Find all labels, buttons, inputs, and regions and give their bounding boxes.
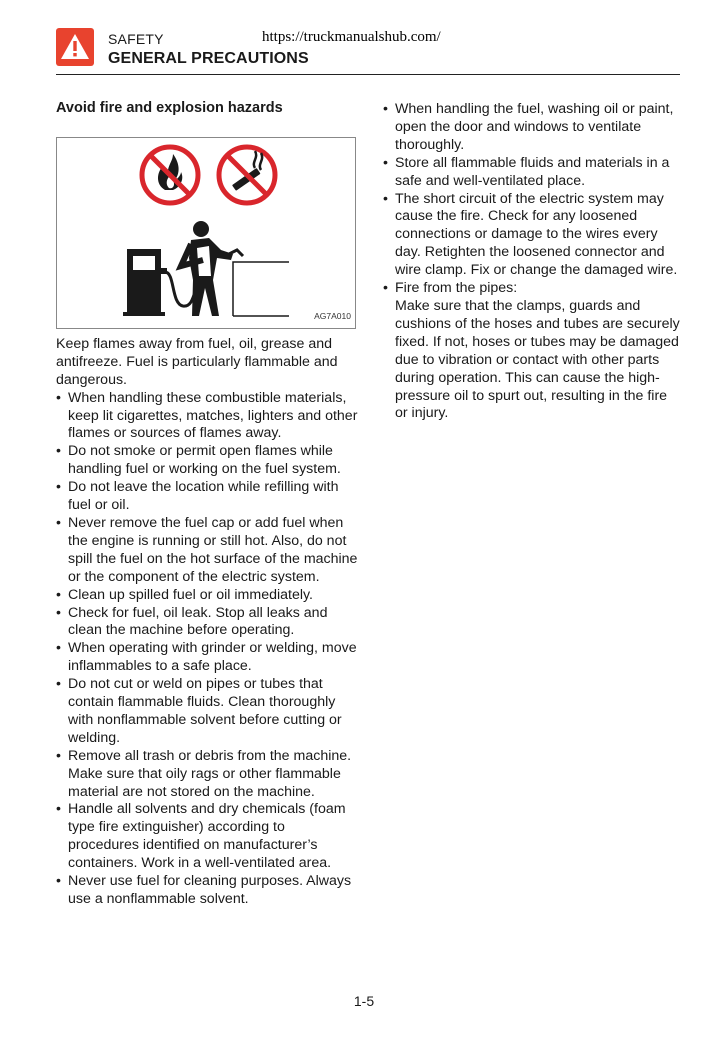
list-item: • Do not cut or weld on pipes or tubes that contain flammable fluids. Clean thoroughly with nonflammable solvent before cutting or welding. xyxy=(56,676,342,746)
right-column xyxy=(383,101,683,423)
source-url[interactable]: https://truckmanualshub.com/ xyxy=(262,29,441,45)
no-open-flame-icon xyxy=(142,147,198,203)
figure-code: AG7A010 xyxy=(314,311,351,321)
section-label: SAFETY xyxy=(108,31,164,47)
list-item: • Handle all solvents and dry chemicals (foam type fire extinguisher) according to procedures identified on manufacturer’s containers. Work in a well-ventilated area. xyxy=(56,801,346,872)
list-item: • Never remove the fuel cap or add fuel when the engine is running or still hot. Also, do not spill the fuel on the hot surface of the machine or the component of the electric system. xyxy=(56,514,358,585)
intro-paragraph: Keep flames away from fuel, oil, grease and antifreeze. Fuel is particularly flammable and dangerous. xyxy=(56,335,338,388)
page-number: 1-5 xyxy=(353,993,375,1009)
list-item: • Do not leave the location while refilling with fuel or oil. xyxy=(56,479,339,514)
left-bullet-list xyxy=(56,390,358,909)
pipes-body: Make sure that the clamps, guards and cushions of the hoses and tubes are securely fixed. If not, hoses or tubes may be damaged due to vibration or contact with other parts during operation. This can cause the high-pressure oil to spurt out, resulting in the fire or injury. xyxy=(395,297,680,422)
list-item: • When handling these combustible materials, keep lit cigarettes, matches, lighters and other flames or sources of flames away. xyxy=(56,389,358,442)
refueling-person-icon xyxy=(123,221,289,316)
header-divider xyxy=(56,74,680,75)
page-title: GENERAL PRECAUTIONS xyxy=(108,50,309,67)
pipes-title: Fire from the pipes: xyxy=(395,280,518,297)
list-item: • When handling the fuel, washing oil or paint, open the door and windows to ventilate thoroughly. xyxy=(383,101,674,153)
page-header xyxy=(56,26,680,76)
fire-hazard-figure xyxy=(56,137,356,329)
left-column xyxy=(56,100,358,909)
list-item: • The short circuit of the electric system may cause the fire. Check for any loosened connections or damage to the wires every day. Retighten the loosened connector and wire clamp. Fix or change the damaged wire. xyxy=(383,190,678,279)
list-item: • Remove all trash or debris from the machine. Make sure that oily rags or other flammable material are not stored on the machine. xyxy=(56,747,352,800)
no-smoking-icon xyxy=(219,147,275,203)
section-heading: Avoid fire and explosion hazards xyxy=(56,100,283,116)
list-item: • Clean up spilled fuel or oil immediately. xyxy=(56,586,313,603)
list-item: • When operating with grinder or welding, move inflammables to a safe place. xyxy=(56,640,357,675)
list-item: • Do not smoke or permit open flames while handling fuel or working on the fuel system. xyxy=(56,443,341,478)
right-bullet-list xyxy=(383,101,683,423)
list-item: • Fire from the pipes: Make sure that the clamps, guards and cushions of the hoses and tubes are securely fixed. If not, hoses or tubes may be damaged due to vibration or contact with other parts during operation. This can cause the high-pressure oil to spurt out, resulting in the fire or injury. xyxy=(383,280,680,422)
list-item: • Store all flammable fluids and materials in a safe and well-ventilated place. xyxy=(383,154,670,189)
list-item: • Check for fuel, oil leak. Stop all leaks and clean the machine before operating. xyxy=(56,604,328,639)
list-item: • Never use fuel for cleaning purposes. Always use a nonflammable solvent. xyxy=(56,873,352,907)
warning-triangle-icon xyxy=(56,28,94,66)
